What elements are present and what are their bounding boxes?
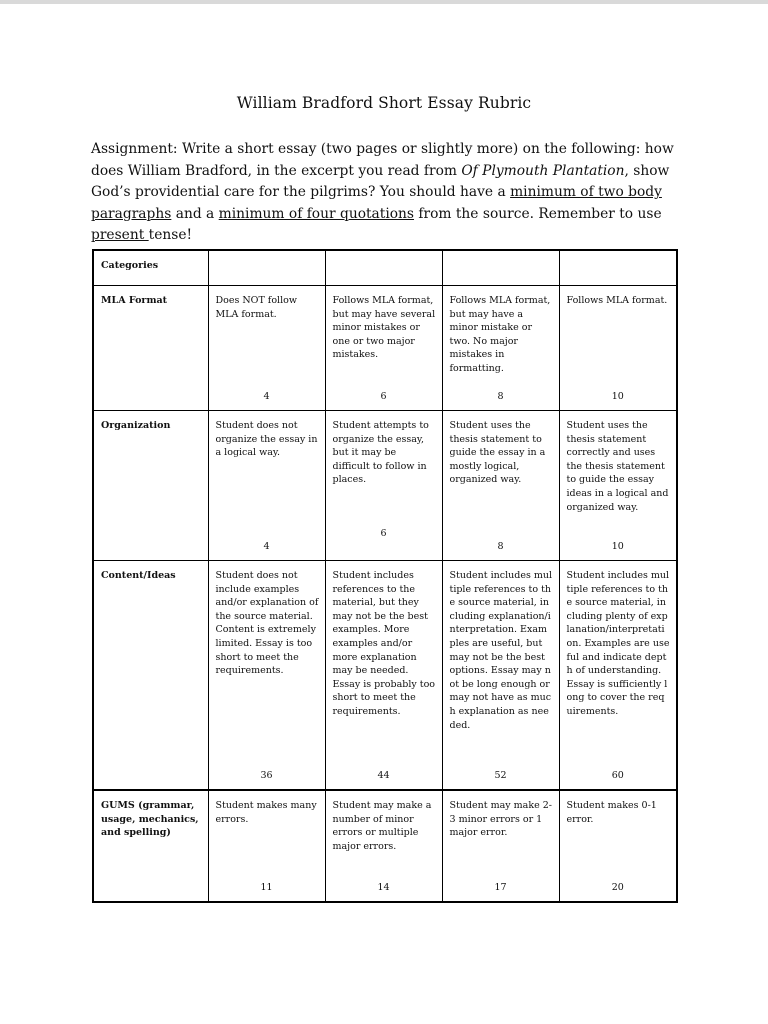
- categories-header: Categories: [93, 250, 208, 286]
- requirement-present-tense: present: [91, 227, 149, 243]
- rubric-cell: [208, 561, 325, 791]
- points-value: 8: [497, 391, 504, 403]
- rubric-cell: [325, 790, 442, 902]
- criterion-text: Student uses the thesis statement to guide the essay in a mostly logical, organized way.: [449, 420, 546, 486]
- criterion-text: Student does not organize the essay in a logical way.: [215, 420, 318, 459]
- document-title: William Bradford Short Essay Rubric: [236, 94, 532, 112]
- points-value: 10: [611, 391, 624, 403]
- points-value: 52: [494, 770, 507, 782]
- points-value: 6: [380, 528, 387, 540]
- criterion-text: Student attempts to organize the essay, but it may be difficult to follow in places.: [332, 420, 429, 486]
- criterion-text: Student uses the thesis statement correctly and uses the thesis statement to guide the essay ideas in a logical and organized way.: [566, 420, 669, 513]
- assignment-text-1: Assignment: Write a short essay (two pages or slightly more) on the following: how does William Bradford, in the excerpt you read from: [91, 141, 674, 179]
- rubric-row-mla-format: [93, 286, 677, 411]
- rubric-table: [92, 249, 678, 903]
- rubric-cell: [559, 286, 677, 411]
- points-value: 11: [260, 882, 273, 894]
- points-value: 6: [380, 391, 387, 403]
- criterion-text: Student makes many errors.: [215, 800, 317, 825]
- rubric-cell: [208, 286, 325, 411]
- criterion-text: Student does not include examples and/or explanation of the source material. Content is extremely limited. Essay is too short to meet the requirements.: [215, 570, 319, 677]
- header-cell-empty: [559, 250, 677, 286]
- rubric-cell: [559, 561, 677, 791]
- points-value: 14: [377, 882, 390, 894]
- criterion-text: Follows MLA format, but may have a minor mistake or two. No major mistakes in formatting.: [449, 295, 551, 374]
- criterion-text: Student may make 2-3 minor errors or 1 major error.: [449, 800, 552, 839]
- rubric-row-gums: [93, 790, 677, 902]
- page-top-edge: [0, 0, 768, 4]
- criterion-text: Follows MLA format.: [566, 295, 668, 306]
- points-value: 4: [263, 391, 270, 403]
- criterion-text: Student includes references to the material, but they may not be the best examples. More examples and/or more explanation may be needed. Essay is probably too short to meet the requirements.: [332, 570, 436, 717]
- criterion-text: Does NOT follow MLA format.: [215, 295, 297, 320]
- rubric-cell: [559, 411, 677, 561]
- category-label: Organization: [93, 411, 208, 561]
- assignment-paragraph: [91, 139, 691, 247]
- rubric-cell: [208, 790, 325, 902]
- header-cell-empty: [442, 250, 559, 286]
- points-value: 20: [611, 882, 624, 894]
- assignment-text-4: from the source. Remember to use: [414, 205, 662, 222]
- rubric-cell: [442, 790, 559, 902]
- rubric-cell: [325, 561, 442, 791]
- criterion-text: Student includes multiple references to the source material, including explanation/interpretation. Examples are useful, but may not be the best options. Essay may not be long enough or may not have as much explanation as needed.: [449, 570, 553, 731]
- points-value: 4: [263, 541, 270, 553]
- assignment-text-2: , show God’s providential care for the pilgrims? You should have a: [91, 162, 670, 200]
- book-title: Of Plymouth Plantation: [461, 162, 625, 179]
- points-value: 60: [611, 770, 624, 782]
- rubric-cell: [442, 561, 559, 791]
- header-cell-empty: [325, 250, 442, 286]
- assignment-text-3: and a: [171, 205, 219, 222]
- points-value: 8: [497, 541, 504, 553]
- criterion-text: Follows MLA format, but may have several minor mistakes or one or two major mistakes.: [332, 295, 436, 361]
- points-value: 10: [611, 541, 624, 553]
- rubric-header-row: [93, 250, 677, 286]
- criterion-text: Student includes multiple references to the source material, including plenty of explanation/interpretation. Examples are useful and indicate depth of understanding. Essay is sufficiently long to cover the requirements.: [566, 570, 670, 717]
- criterion-text: Student makes 0-1 error.: [566, 800, 657, 825]
- rubric-row-content-ideas: [93, 561, 677, 791]
- rubric-cell: [325, 411, 442, 561]
- header-cell-empty: [208, 250, 325, 286]
- rubric-cell: [325, 286, 442, 411]
- rubric-cell: [208, 411, 325, 561]
- category-label: MLA Format: [93, 286, 208, 411]
- rubric-cell: [442, 286, 559, 411]
- points-value: 44: [377, 770, 390, 782]
- requirement-quotations: minimum of four quotations: [218, 205, 415, 222]
- criterion-text: Student may make a number of minor errors or multiple major errors.: [332, 800, 432, 852]
- rubric-cell: [442, 411, 559, 561]
- rubric-cell: [559, 790, 677, 902]
- points-value: 36: [260, 770, 273, 782]
- requirement-body-paragraphs: minimum of two body paragraphs: [91, 184, 662, 222]
- assignment-text-5: tense!: [148, 227, 193, 243]
- rubric-row-organization: [93, 411, 677, 561]
- category-label: GUMS (grammar, usage, mechanics, and spelling): [93, 790, 208, 902]
- points-value: 17: [494, 882, 507, 894]
- category-label: Content/Ideas: [93, 561, 208, 791]
